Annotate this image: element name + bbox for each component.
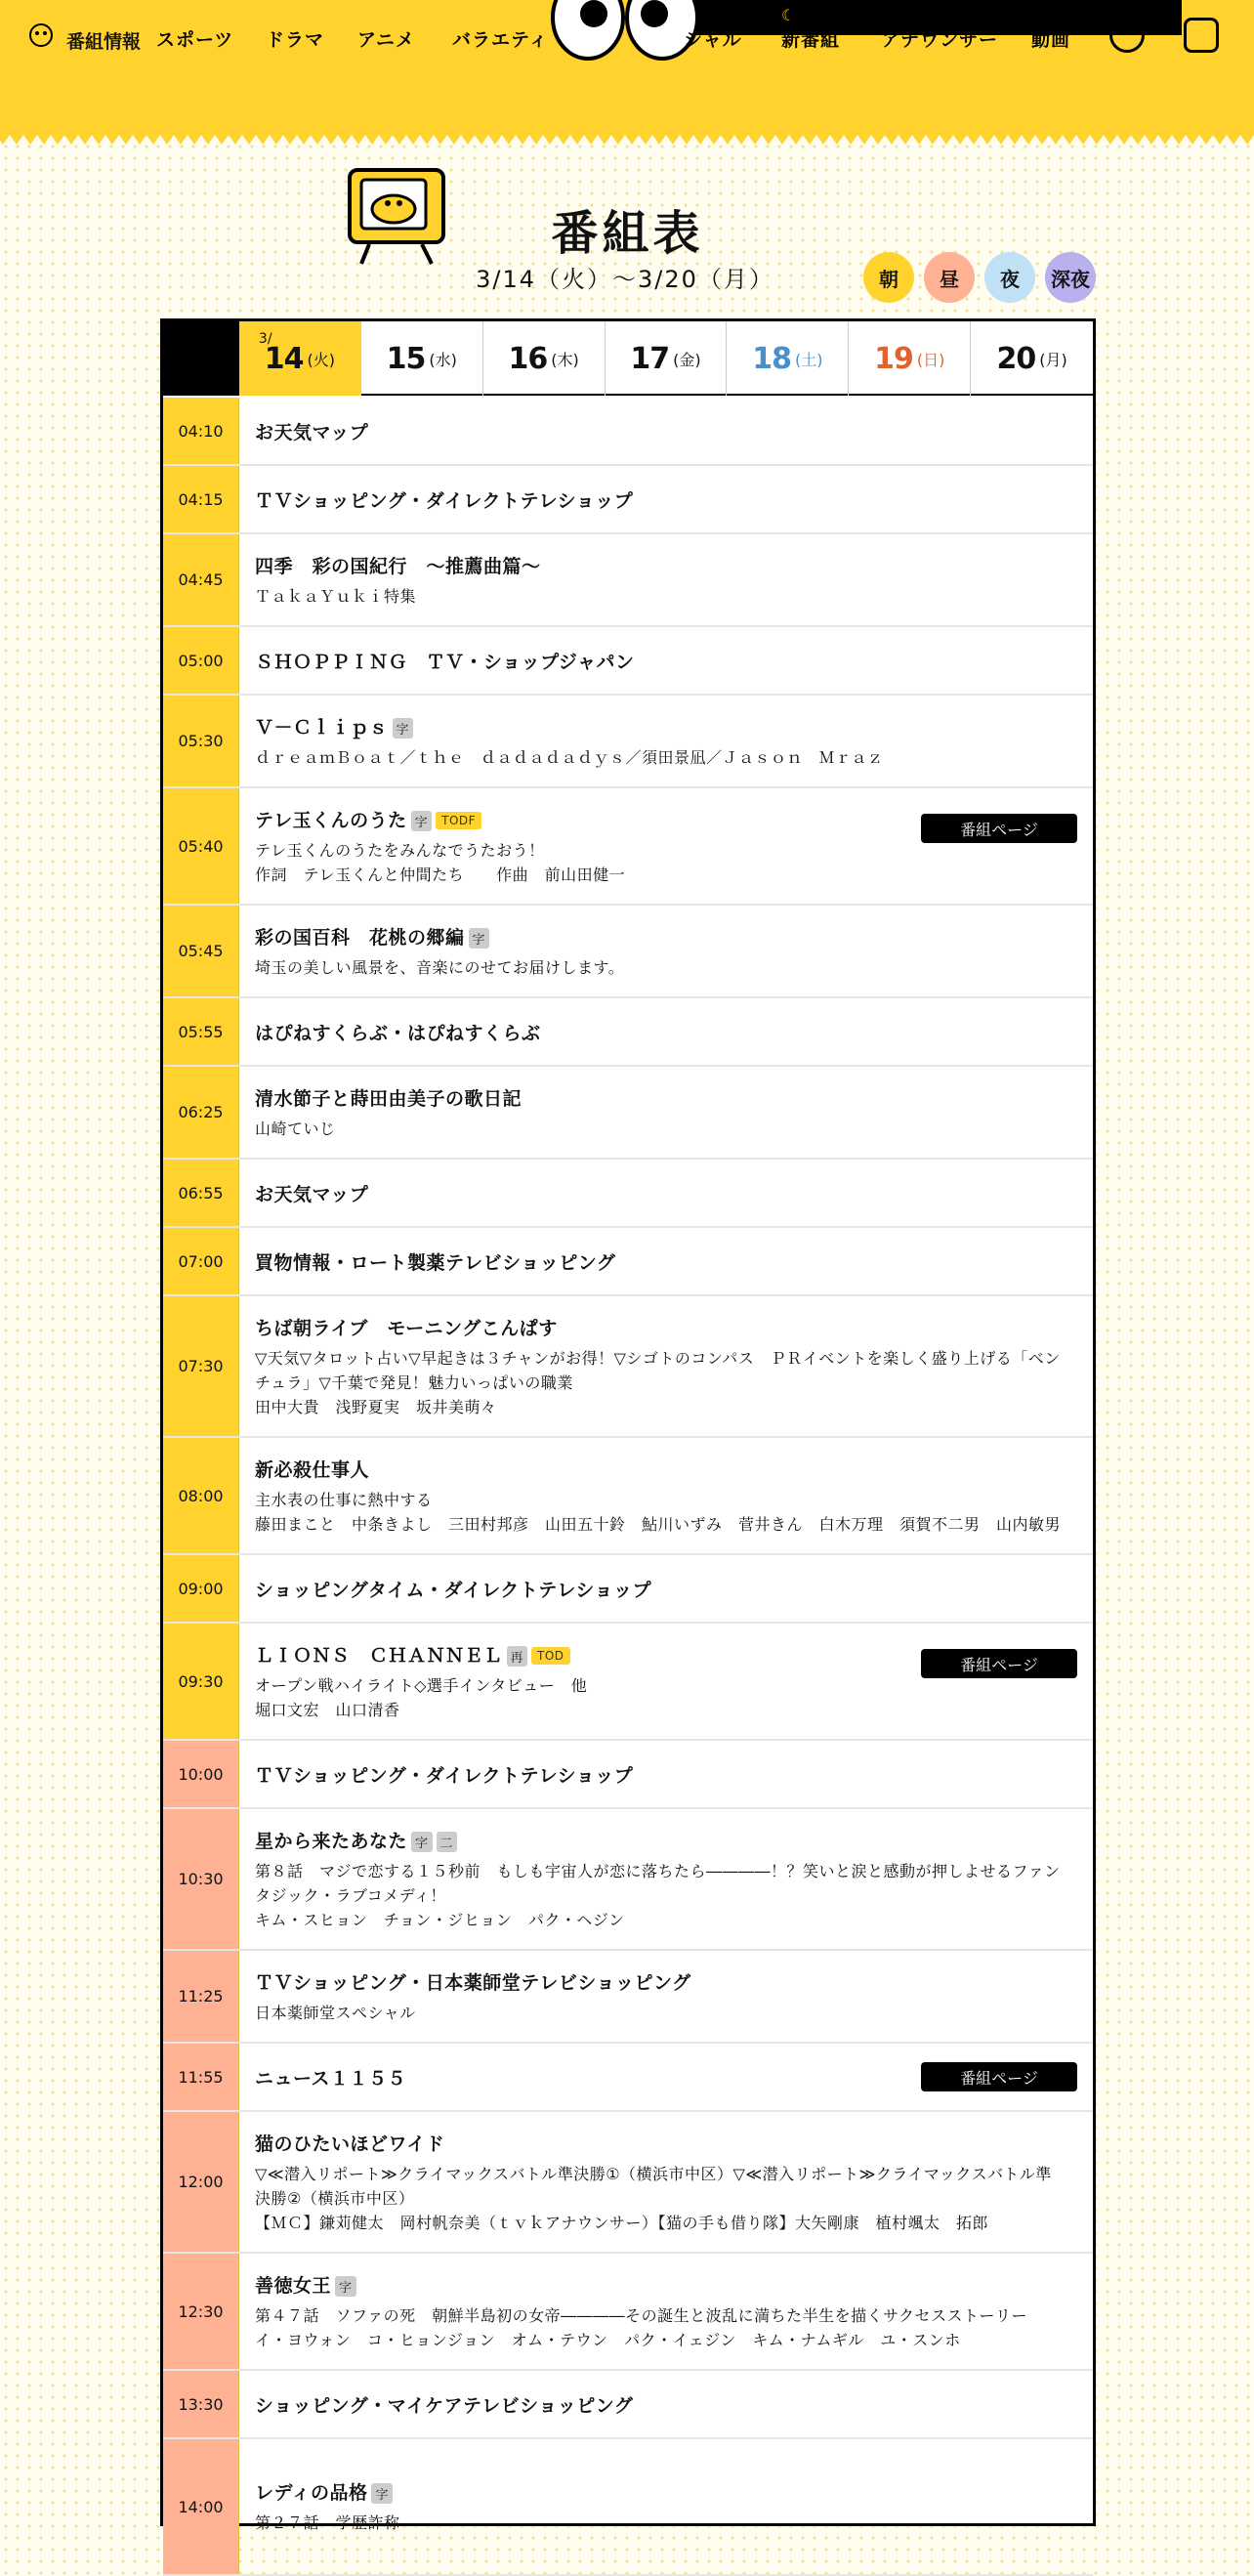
- program-content: [239, 1555, 1093, 1622]
- program-row[interactable]: [163, 1741, 1093, 1809]
- program-time: 12:30: [163, 2254, 239, 2369]
- program-badge: 再: [507, 1646, 528, 1667]
- program-time: 05:40: [163, 788, 239, 904]
- program-title-row: [255, 1576, 1077, 1602]
- program-title[interactable]: 猫のひたいほどワイド: [255, 2133, 445, 2155]
- program-description: [255, 584, 1077, 609]
- day-number: 20: [996, 341, 1036, 376]
- program-row[interactable]: [163, 2439, 1093, 2576]
- description-line: ｄｒｅａｍＢｏａｔ／ｔｈｅ ｄａｄａｄａｄｙｓ／須田景凪／Ｊａｓｏｎ Ｍｒａｚ: [255, 747, 884, 767]
- program-content: [239, 1438, 1093, 1553]
- program-row[interactable]: [163, 1951, 1093, 2044]
- program-title-row: [255, 2271, 1077, 2298]
- program-description: [255, 2511, 1077, 2535]
- program-content: [239, 1741, 1093, 1807]
- program-time: 05:30: [163, 696, 239, 786]
- program-table: [160, 318, 1096, 2532]
- program-badge: 字: [371, 2483, 393, 2504]
- tv-icon[interactable]: [1109, 18, 1145, 53]
- description-line: キム・スヒョン チョン・ジヒョン パク・ヘジン: [255, 1910, 625, 1929]
- program-time: 07:00: [163, 1228, 239, 1294]
- program-title[interactable]: ショッピングタイム・ダイレクトテレショップ: [255, 1579, 651, 1601]
- program-content: [239, 1228, 1093, 1294]
- program-title[interactable]: ちば朝ライブ モーニングこんぱす: [255, 1317, 558, 1339]
- program-description: [255, 1117, 1077, 1141]
- nav-variety[interactable]: バラエティ: [452, 29, 549, 51]
- program-row[interactable]: [163, 1438, 1093, 1555]
- program-title[interactable]: 善徳女王: [255, 2274, 332, 2297]
- nav-special[interactable]: シャル: [684, 29, 742, 51]
- program-title[interactable]: ニュース１１５５: [255, 2067, 407, 2090]
- program-content: [239, 2254, 1093, 2369]
- program-row[interactable]: [163, 466, 1093, 534]
- program-title[interactable]: はぴねすくらぶ・はぴねすくらぶ: [255, 1022, 541, 1044]
- program-title[interactable]: ショッピング・マイケアテレビショッピング: [255, 2394, 634, 2417]
- program-title-row: [255, 418, 1077, 444]
- program-row[interactable]: [163, 2254, 1093, 2371]
- program-time: 11:25: [163, 1951, 239, 2042]
- program-title[interactable]: 買物情報・ロート製薬テレビショッピング: [255, 1251, 616, 1274]
- tod-latenight-button[interactable]: [1045, 252, 1096, 303]
- program-title-row: [255, 1248, 1077, 1275]
- moon-icon: ☾: [781, 6, 796, 24]
- program-badge: TODF: [436, 812, 481, 829]
- tod-label: 深夜: [1051, 267, 1090, 291]
- day-tab[interactable]: [239, 321, 361, 396]
- day-weekday: (土): [794, 350, 823, 369]
- program-content: [239, 2112, 1093, 2252]
- program-description: [255, 1859, 1077, 1932]
- program-time: 07:30: [163, 1296, 239, 1436]
- nav-drama[interactable]: ドラマ: [266, 29, 325, 51]
- program-title[interactable]: 新必殺仕事人: [255, 1458, 370, 1481]
- day-number: 17: [630, 341, 670, 376]
- program-time: 09:00: [163, 1555, 239, 1622]
- program-time: 09:30: [163, 1624, 239, 1739]
- nav-new-programs[interactable]: 新番組: [781, 29, 841, 51]
- program-row[interactable]: [163, 1555, 1093, 1624]
- day-weekday: (月): [1039, 350, 1067, 369]
- day-weekday: (金): [673, 350, 701, 369]
- program-title[interactable]: 星から来たあなた: [255, 1830, 408, 1852]
- description-line: 第２７話 学歴詐称: [255, 2513, 400, 2532]
- nav-sports[interactable]: スポーツ: [156, 29, 234, 51]
- site-logo[interactable]: [27, 16, 142, 55]
- description-line: オープン戦ハイライト◇選手インタビュー 他: [255, 1675, 588, 1695]
- day-weekday: (日): [916, 350, 945, 369]
- program-title-row: [255, 1314, 1077, 1340]
- program-content: [239, 534, 1093, 625]
- description-line: ▽天気▽タロット占い▽早起きは３チャンがお得！▽シゴトのコンパス ＰＲイベントを楽しく盛り上げる「ベンチュラ」▽千葉で発見！魅力いっぱいの職業: [255, 1348, 1061, 1392]
- program-time: 06:25: [163, 1067, 239, 1158]
- program-title[interactable]: お天気マップ: [255, 1183, 369, 1205]
- program-description: [255, 838, 1077, 887]
- program-description: [255, 1673, 1077, 1722]
- nav-videos[interactable]: 動画: [1031, 29, 1071, 51]
- program-row[interactable]: [163, 2044, 1093, 2112]
- program-time: 08:00: [163, 1438, 239, 1553]
- description-line: 【ＭＣ】鎌苅健太 岡村帆奈美（ｔｖｋアナウンサー）【猫の手も借り隊】大矢剛康 植村颯太 拓郎: [255, 2213, 989, 2232]
- day-number: 15: [386, 341, 426, 376]
- description-line: 第４７話 ソファの死 朝鮮半島初の女帝――――その誕生と波乱に満ちた半生を描くサクセスストーリー: [255, 2305, 1028, 2325]
- program-time: 11:55: [163, 2044, 239, 2110]
- program-content: [239, 906, 1093, 996]
- program-title[interactable]: ＬＩＯＮＳ ＣＨＡＮＮＥＬ: [255, 1644, 503, 1667]
- program-description: [255, 1346, 1077, 1419]
- program-list: [163, 398, 1093, 2576]
- day-tab[interactable]: [361, 321, 483, 396]
- program-content: [239, 788, 1093, 904]
- day-tab[interactable]: [849, 321, 971, 396]
- program-time: 05:00: [163, 627, 239, 694]
- day-tab[interactable]: [483, 321, 606, 396]
- program-time: 13:30: [163, 2371, 239, 2437]
- program-title[interactable]: ＳＨＯＰＰＩＮＧ ＴＶ・ショップジャパン: [255, 651, 635, 673]
- program-title-row: [255, 2391, 1077, 2418]
- program-content: [239, 998, 1093, 1065]
- tod-morning-button[interactable]: [863, 252, 914, 303]
- program-time: 10:30: [163, 1809, 239, 1949]
- program-title-row: [255, 2130, 1077, 2156]
- program-title-row: [255, 1761, 1077, 1788]
- tod-noon-button[interactable]: [924, 252, 975, 303]
- program-title-row: [255, 648, 1077, 674]
- program-title-row: [255, 1827, 1077, 1853]
- description-line: イ・ヨウォン コ・ヒョンジョン オム・テウン パク・イェジン キム・ナムギル ユ・スンホ: [255, 2330, 961, 2349]
- program-title[interactable]: Ｖ－Ｃｌｉｐｓ: [255, 716, 389, 739]
- program-title[interactable]: 清水節子と蒔田由美子の歌日記: [255, 1087, 522, 1110]
- program-badge: 二: [437, 1832, 458, 1852]
- program-description: [255, 2303, 1077, 2352]
- program-title[interactable]: 四季 彩の国紀行 ～推薦曲篇～: [255, 555, 541, 577]
- program-content: [239, 1067, 1093, 1158]
- program-row[interactable]: [163, 1228, 1093, 1296]
- program-row[interactable]: [163, 1809, 1093, 1951]
- program-title-row: [255, 1180, 1077, 1206]
- program-row[interactable]: [163, 2371, 1093, 2439]
- program-row[interactable]: [163, 1624, 1093, 1741]
- program-title-row: [255, 713, 1077, 739]
- description-line: 堀口文宏 山口清香: [255, 1700, 400, 1719]
- program-title[interactable]: ＴＶショッピング・ダイレクトテレショップ: [255, 489, 634, 512]
- tod-label: 夜: [1000, 267, 1020, 291]
- program-content: [239, 1809, 1093, 1949]
- program-content: [239, 1160, 1093, 1226]
- program-description: [255, 1488, 1077, 1537]
- program-time: 10:00: [163, 1741, 239, 1807]
- program-row[interactable]: [163, 1067, 1093, 1160]
- day-tabs: [163, 321, 1093, 396]
- tod-night-button[interactable]: [984, 252, 1035, 303]
- program-row[interactable]: [163, 627, 1093, 696]
- day-number: 14: [264, 341, 304, 376]
- smartphone-icon[interactable]: [1184, 18, 1219, 53]
- program-title-row: [255, 1456, 1077, 1482]
- program-description: [255, 955, 1077, 980]
- program-title[interactable]: お天気マップ: [255, 421, 369, 443]
- day-weekday: (木): [551, 350, 579, 369]
- program-time: 06:55: [163, 1160, 239, 1226]
- program-content: [239, 2371, 1093, 2437]
- day-number: 19: [874, 341, 913, 376]
- program-title[interactable]: テレ玉くんのうた: [255, 809, 407, 831]
- program-description: [255, 745, 1077, 770]
- logo-text: 番組情報: [66, 31, 142, 53]
- program-title-row: [255, 1084, 1077, 1111]
- program-content: [239, 1624, 1093, 1739]
- program-badge: 字: [411, 1832, 433, 1852]
- program-content: [239, 1951, 1093, 2042]
- day-weekday: (火): [307, 350, 335, 369]
- program-row[interactable]: [163, 398, 1093, 466]
- site-header: [0, 0, 1254, 147]
- day-tab[interactable]: [971, 321, 1093, 396]
- program-title-row: [255, 923, 1077, 950]
- program-title[interactable]: レディの品格: [255, 2482, 368, 2504]
- description-line: 埼玉の美しい風景を、音楽にのせてお届けします。: [255, 957, 625, 977]
- tv-mascot-icon: [27, 16, 66, 55]
- program-content: [239, 1296, 1093, 1436]
- program-title-row: [255, 2478, 1077, 2505]
- program-title-row: [255, 1968, 1077, 1995]
- day-number: 16: [508, 341, 548, 376]
- program-row[interactable]: [163, 2112, 1093, 2254]
- program-time: 04:10: [163, 398, 239, 464]
- program-content: [239, 627, 1093, 694]
- day-weekday: (水): [429, 350, 457, 369]
- description-line: 主水表の仕事に熱中する: [255, 1490, 433, 1509]
- program-title[interactable]: ＴＶショッピング・ダイレクトテレショップ: [255, 1764, 634, 1787]
- description-line: 日本薬師堂スペシャル: [255, 2003, 416, 2022]
- nav-announcers[interactable]: アナウンサー: [881, 29, 999, 51]
- program-badge: 字: [393, 718, 414, 739]
- day-tab[interactable]: [727, 321, 849, 396]
- program-title-row: [255, 552, 1077, 578]
- program-title-row: [255, 1019, 1077, 1045]
- description-line: ＴａｋａＹｕｋｉ特集: [255, 586, 417, 606]
- program-row[interactable]: [163, 998, 1093, 1067]
- program-badge: 字: [411, 811, 433, 831]
- description-line: テレ玉くんのうたをみんなでうたおう！: [255, 840, 545, 860]
- program-content: [239, 466, 1093, 532]
- program-badge: TOD: [531, 1647, 570, 1665]
- day-month: 3/: [258, 331, 272, 347]
- program-time: 12:00: [163, 2112, 239, 2252]
- description-line: 山崎ていじ: [255, 1119, 336, 1138]
- program-content: [239, 398, 1093, 464]
- program-page-button[interactable]: 番組ページ: [921, 1649, 1077, 1678]
- program-content: [239, 696, 1093, 786]
- program-page-button[interactable]: 番組ページ: [921, 814, 1077, 843]
- tod-label: 昼: [940, 267, 959, 291]
- program-row[interactable]: [163, 906, 1093, 998]
- program-description: [255, 2162, 1077, 2235]
- program-time: 05:45: [163, 906, 239, 996]
- tv-mascot-illustration: [344, 162, 451, 270]
- program-title[interactable]: 彩の国百科 花桃の郷編: [255, 926, 465, 949]
- description-line: ▽≪潜入リポート≫クライマックスバトル準決勝①（横浜市中区）▽≪潜入リポート≫クライマックスバトル準決勝②（横浜市中区）: [255, 2164, 1052, 2208]
- program-time: 04:45: [163, 534, 239, 625]
- program-row[interactable]: [163, 788, 1093, 906]
- program-row[interactable]: [163, 696, 1093, 788]
- table-corner: [163, 321, 239, 396]
- description-line: 第８話 マジで恋する１５秒前 もしも宇宙人が恋に落ちたら――――！？笑いと涙と感動が押しよせるファンタジック・ラブコメディ！: [255, 1861, 1061, 1905]
- day-tab[interactable]: [606, 321, 728, 396]
- program-time: 05:55: [163, 998, 239, 1065]
- program-page-button[interactable]: 番組ページ: [921, 2062, 1077, 2091]
- program-row[interactable]: [163, 534, 1093, 627]
- program-badge: 字: [335, 2276, 356, 2297]
- program-description: [255, 2001, 1077, 2025]
- program-row[interactable]: [163, 1160, 1093, 1228]
- program-title-row: [255, 486, 1077, 513]
- program-badge: 字: [469, 928, 490, 949]
- description-line: 藤田まこと 中条きよし 三田村邦彦 山田五十鈴 鮎川いずみ 菅井きん 白木万理 須賀不二男 山内敏男: [255, 1514, 1062, 1534]
- tod-label: 朝: [879, 267, 899, 291]
- nav-anime[interactable]: アニメ: [357, 29, 416, 51]
- date-range: 3/14（火）〜3/20（月）: [476, 266, 774, 293]
- program-content: [239, 2439, 1093, 2574]
- description-line: 田中大貴 浅野夏実 坂井美萌々: [255, 1397, 497, 1416]
- program-row[interactable]: [163, 1296, 1093, 1438]
- day-number: 18: [752, 341, 791, 376]
- program-time: 14:00: [163, 2439, 239, 2574]
- program-title[interactable]: ＴＶショッピング・日本薬師堂テレビショッピング: [255, 1971, 691, 1994]
- page-title: 番組表: [551, 206, 704, 261]
- program-time: 04:15: [163, 466, 239, 532]
- description-line: 作詞 テレ玉くんと仲間たち 作曲 前山田健一: [255, 865, 626, 884]
- mascot-eyes: [547, 0, 703, 68]
